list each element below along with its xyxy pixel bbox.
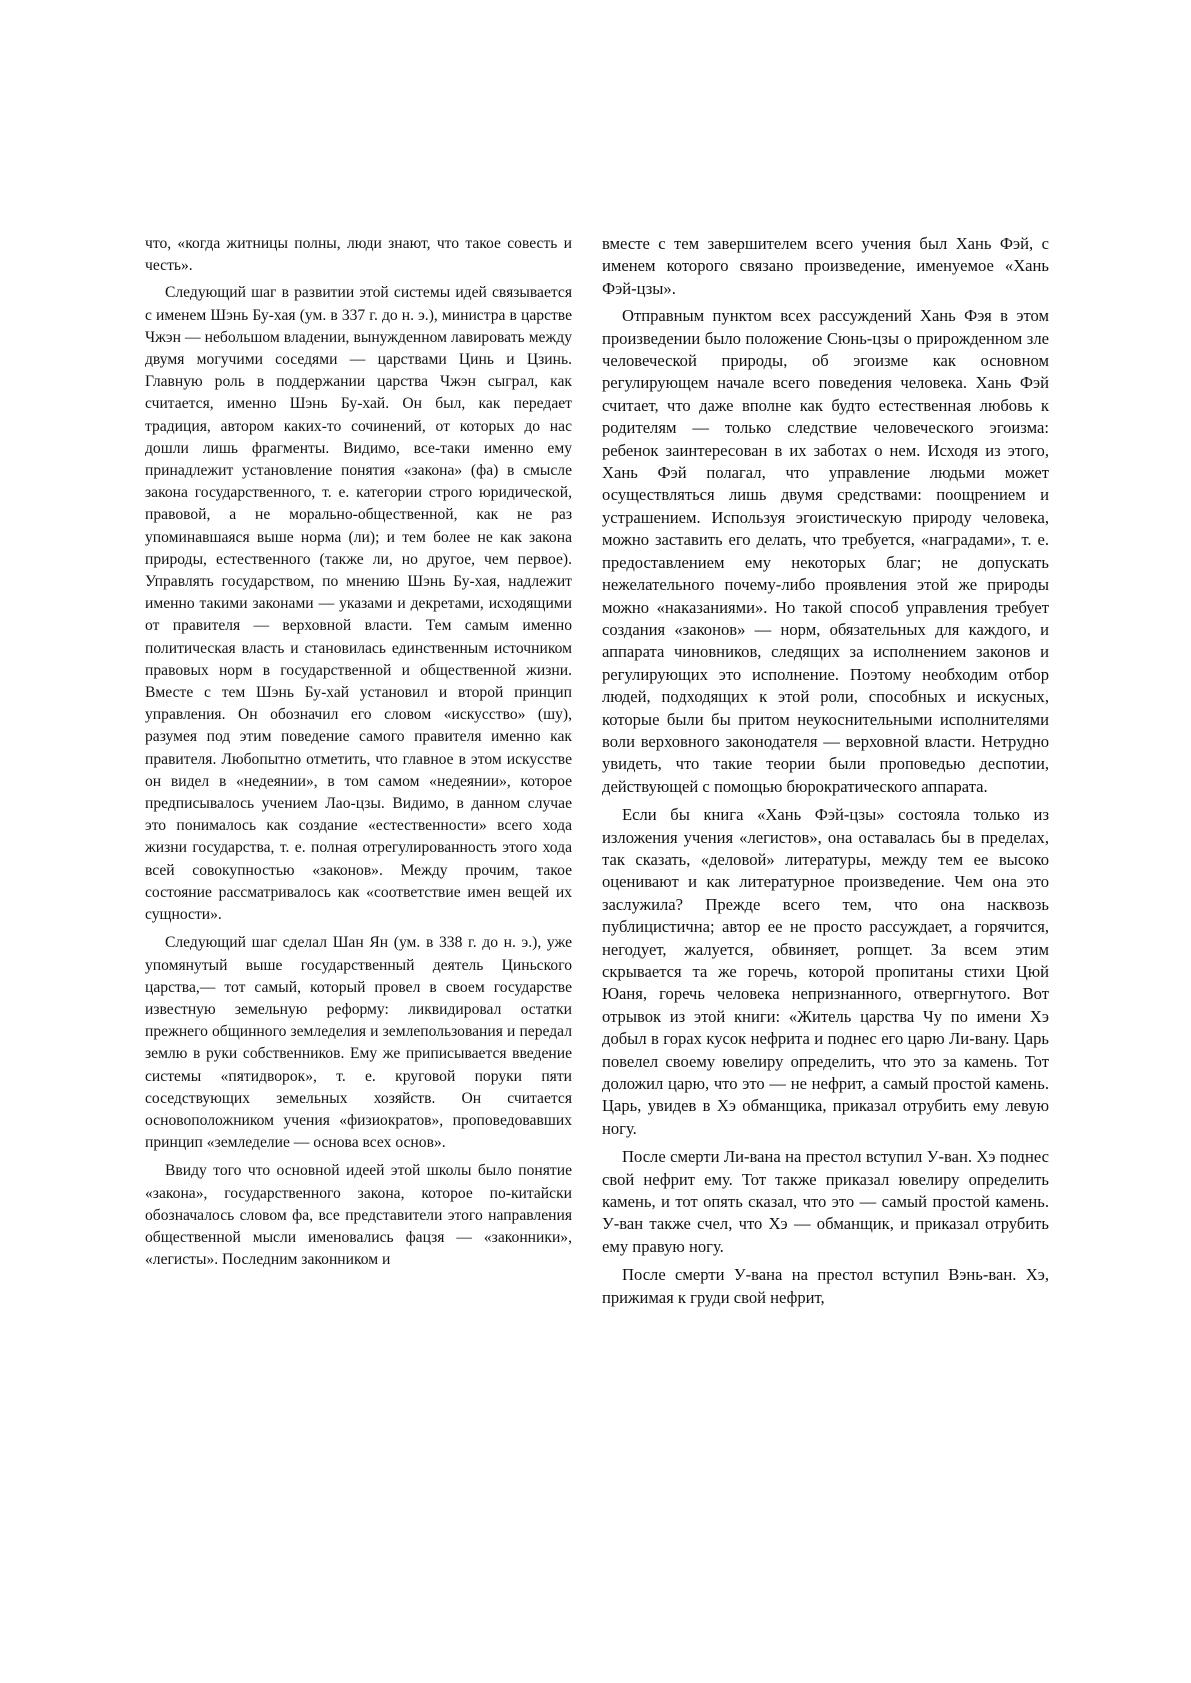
right-text-column	[602, 233, 1049, 1314]
paragraph: вместе с тем завершителем всего учения был Хань Фэй, с именем которого связано произведение, именуемое «Хань Фэй-цзы».	[602, 234, 1049, 298]
paragraph: что, «когда житницы полны, люди знают, что такое совесть и честь».	[145, 235, 572, 275]
left-text-column	[145, 233, 572, 1276]
paragraph: Следующий шаг сделал Шан Ян (ум. в 338 г. до н. э.), уже упомянутый выше государственный деятель Циньского царства,— тот самый, который провел в своем государстве известную земельную реформу: ликвидировал остатки прежнего общинного земледелия и землепользования и передал землю в руки собственников. Ему же приписывается введение системы «пятидворок», т. е. круговой поруки пяти соседствующих земельных хозяйств. Он считается основоположником учения «физиократов», проповедовавших принцип «земледелие — основа всех основ».	[145, 934, 572, 1152]
paragraph: После смерти Ли-вана на престол вступил У-ван. Хэ поднес свой нефрит ему. Тот также приказал ювелиру определить камень, и тот опять сказал, что это — самый простой камень. У-ван также счел, что Хэ — обманщик, и приказал отрубить ему правую ногу.	[602, 1147, 1049, 1256]
paragraph: После смерти У-вана на престол вступил Вэнь-ван. Хэ, прижимая к груди свой нефрит,	[602, 1265, 1049, 1307]
paragraph: Следующий шаг в развитии этой системы идей связывается с именем Шэнь Бу-хая (ум. в 337 г. до н. э.), министра в царстве Чжэн — небольшом владении, вынужденном лавировать между двумя могучими соседями — царствами Цинь и Цзинь. Главную роль в поддержании царства Чжэн сыграл, как считается, именно Шэнь Бу-хай. Он был, как передает традиция, автором каких-то сочинений, от которых до нас дошли лишь фрагменты. Видимо, все-таки именно ему принадлежит установление понятия «закона» (фа) в смысле закона государственного, т. е. категории строго юридической, правовой, а не морально-общественной, как не раз упоминавшаяся выше норма (ли); и тем более не как закона природы, естественного (также ли, но другое, чем первое). Управлять государством, по мнению Шэнь Бу-хая, надлежит именно такими законами — указами и декретами, исходящими от правителя — верховной власти. Тем самым именно политическая власть и становилась единственным источником правовых норм в государственной и общественной жизни. Вместе с тем Шэнь Бу-хай установил и второй принцип управления. Он обозначил его словом «искусство» (шу), разумея под этим поведение самого правителя именно как правителя. Любопытно отметить, что главное в этом искусстве он видел в «недеянии», в том самом «недеянии», которое предписывалось учением Лао-цзы. Видимо, в данном случае это понималось как создание «естественности» всего хода жизни государства, т. е. полная отрегулированность этого хода всей совокупностью «законов». Между прочим, такое состояние рассматривалось как «соответствие имен вещей их сущности».	[145, 284, 572, 924]
paragraph: Отправным пунктом всех рассуждений Хань Фэя в этом произведении было положение Сюнь-цзы о прирожденном зле человеческой природы, об эгоизме как основном регулирующем начале всего поведения человека. Хань Фэй считает, что даже вполне как будто естественная любовь к родителям — только следствие человеческого эгоизма: ребенок заинтересован в их заботах о нем. Исходя из этого, Хань Фэй полагал, что управление людьми может осуществляться лишь двумя средствами: поощрением и устрашением. Используя эгоистическую природу человека, можно заставить его делать, что требуется, «наградами», т. е. предоставлением ему некоторых благ; не допускать нежелательного почему-либо проявления этой же природы можно «наказаниями». Но такой способ управления требует создания «законов» — норм, обязательных для каждого, и аппарата чиновников, следящих за исполнением законов и регулирующих это исполнение. Поэтому необходим отбор людей, подходящих к этой роли, способных и искусных, которые были бы притом неукоснительными исполнителями воли верховного законодателя — верховной власти. Нетрудно увидеть, что такие теории были проповедью деспотии, действующей с помощью бюрократического аппарата.	[602, 306, 1049, 796]
paragraph: Если бы книга «Хань Фэй-цзы» состояла только из изложения учения «легистов», она оставалась бы в пределах, так сказать, «деловой» литературы, между тем ее высоко оценивают и как литературное произведение. Чем она это заслужила? Прежде всего тем, что она насквозь публицистична; автор ее не просто рассуждает, а горячится, негодует, жалуется, обвиняет, ропщет. За всем этим скрывается та же горечь, которой пропитаны стихи Цюй Юаня, горечь человека непризнанного, отвергнутого. Вот отрывок из этой книги: «Житель царства Чу по имени Хэ добыл в горах кусок нефрита и поднес его царю Ли-вану. Царь повелел своему ювелиру определить, что это за камень. Тот доложил царю, что это — не нефрит, а самый простой камень. Царь, увидев в Хэ обманщика, приказал отрубить ему левую ногу.	[602, 805, 1049, 1138]
paragraph: Ввиду того что основной идеей этой школы было понятие «закона», государственного закона, которое по-китайски обозначалось словом фа, все представители этого направления общественной мысли именовались фацзя — «законники», «легисты». Последним законником и	[145, 1162, 572, 1269]
